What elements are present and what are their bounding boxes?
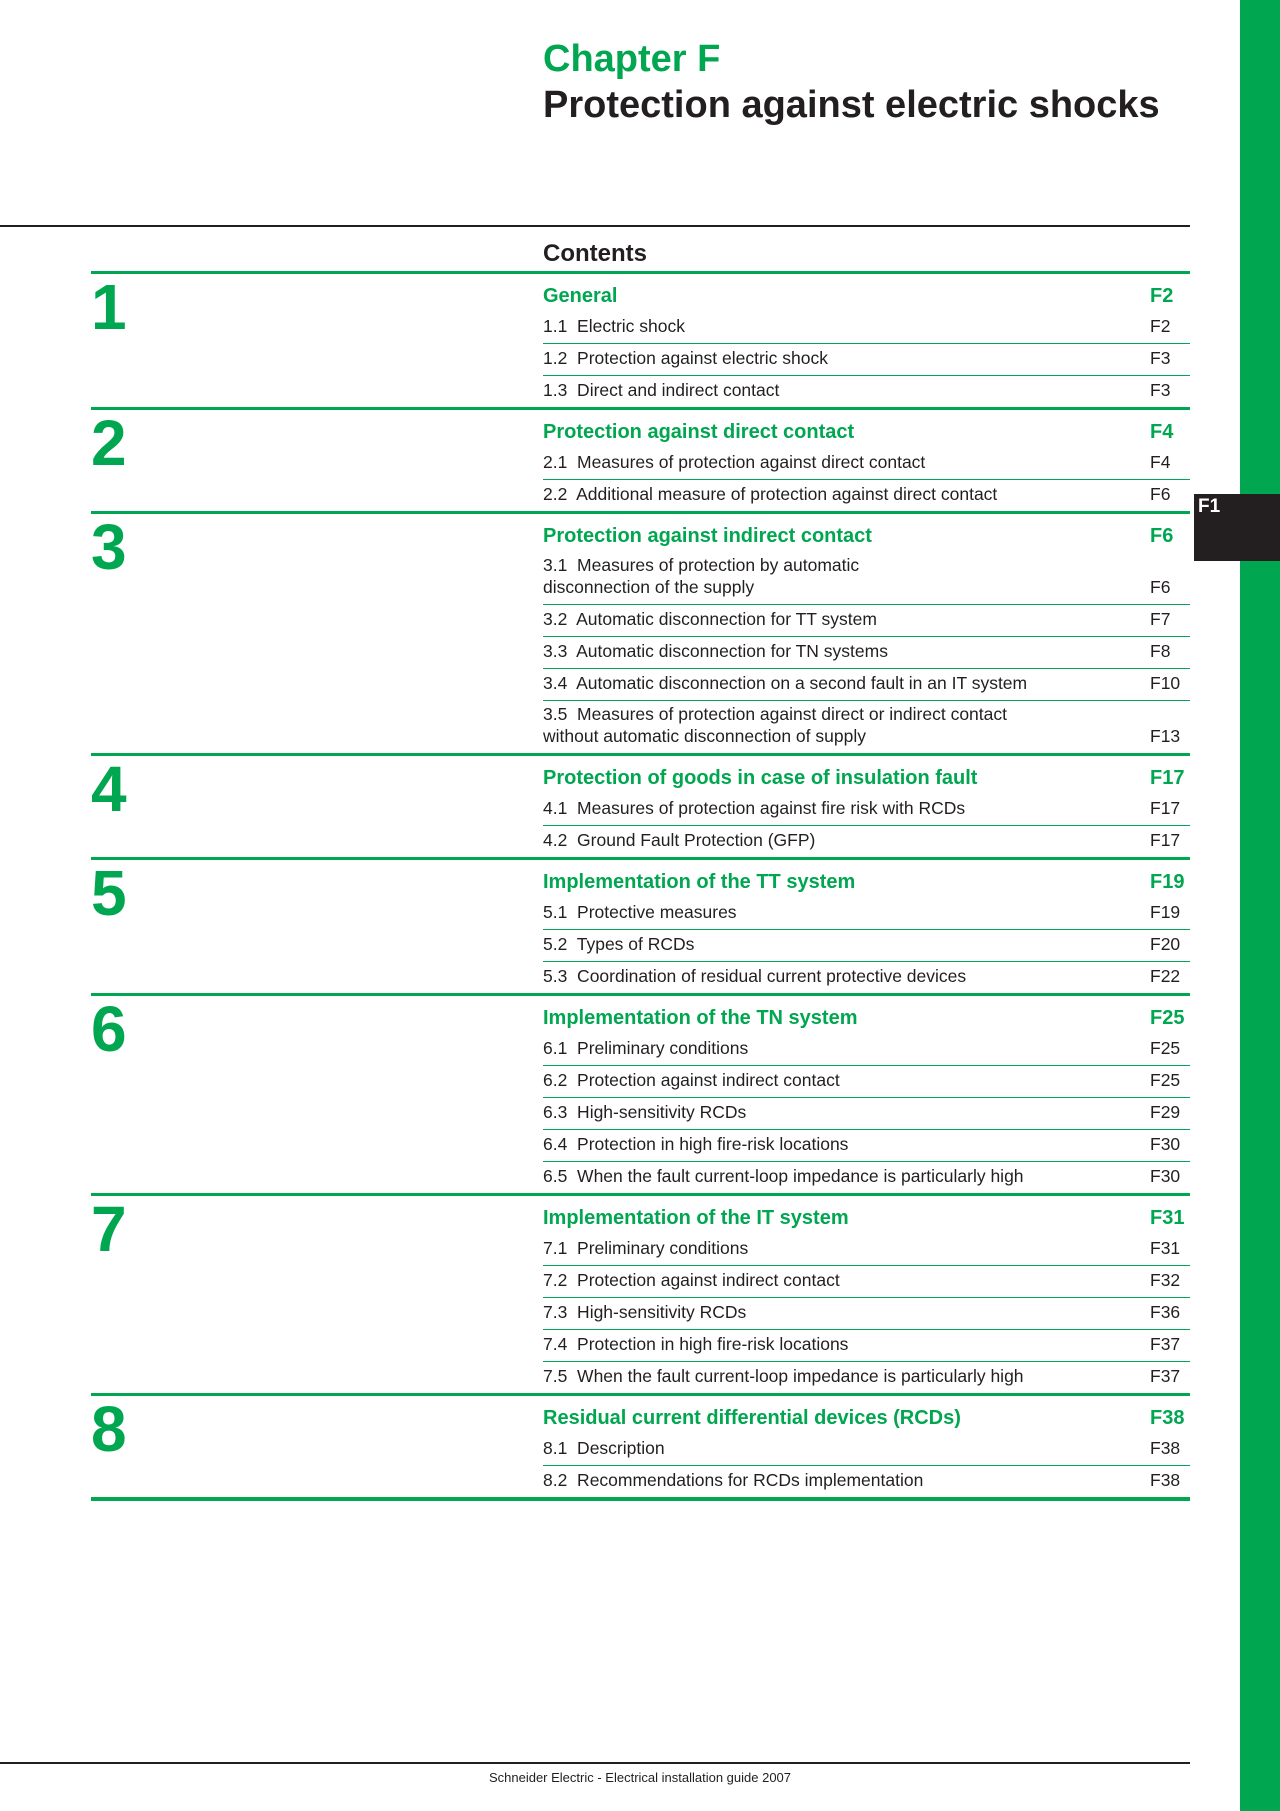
entry-page-ref: F38 bbox=[1150, 1438, 1181, 1459]
entry-page-ref: F29 bbox=[1150, 1102, 1181, 1123]
section-title: Implementation of the TT system bbox=[543, 871, 856, 893]
toc-entry-link[interactable] bbox=[543, 1233, 1190, 1265]
toc-section bbox=[91, 271, 1190, 407]
entry-title: 6.5 When the fault current-loop impedance is particularly high bbox=[543, 1166, 1024, 1187]
toc-entry-link[interactable] bbox=[543, 793, 1190, 825]
section-number: 1 bbox=[91, 271, 127, 343]
entry-title: 2.1 Measures of protection against direct contact bbox=[543, 452, 926, 473]
toc-entry-link[interactable] bbox=[543, 961, 1190, 993]
entry-title: 3.5 Measures of protection against direct or indirect contact without automatic disconnection of supply bbox=[543, 703, 1007, 747]
contents-end-divider bbox=[91, 1497, 1190, 1501]
section-number: 8 bbox=[91, 1393, 127, 1465]
toc-entry-link[interactable] bbox=[543, 700, 1190, 753]
entry-page-ref: F3 bbox=[1150, 348, 1171, 369]
toc-entry-link[interactable] bbox=[543, 1265, 1190, 1297]
entry-page-ref: F19 bbox=[1150, 902, 1181, 923]
entry-page-ref: F37 bbox=[1150, 1366, 1181, 1387]
entry-page-ref: F22 bbox=[1150, 966, 1181, 987]
toc-entry-link[interactable] bbox=[543, 1297, 1190, 1329]
toc-section bbox=[91, 1193, 1190, 1393]
section-number: 4 bbox=[91, 753, 127, 825]
toc-entry-link[interactable] bbox=[543, 929, 1190, 961]
entry-title: 8.1 Description bbox=[543, 1438, 665, 1459]
toc-entry-link[interactable] bbox=[543, 668, 1190, 700]
section-heading-link[interactable] bbox=[543, 1196, 1190, 1233]
entry-title: 2.2 Additional measure of protection against direct contact bbox=[543, 484, 998, 505]
toc-entry-link[interactable] bbox=[543, 447, 1190, 479]
section-page-ref: F4 bbox=[1150, 421, 1174, 443]
toc-section bbox=[91, 1393, 1190, 1497]
side-color-bar bbox=[1240, 0, 1280, 1811]
toc-entry-link[interactable] bbox=[543, 375, 1190, 407]
entry-title: 3.3 Automatic disconnection for TN systems bbox=[543, 641, 888, 662]
section-page-ref: F25 bbox=[1150, 1007, 1185, 1029]
entry-page-ref: F17 bbox=[1150, 830, 1181, 851]
entry-title: 4.2 Ground Fault Protection (GFP) bbox=[543, 830, 816, 851]
entry-title: 7.3 High-sensitivity RCDs bbox=[543, 1302, 747, 1323]
toc-section bbox=[91, 857, 1190, 993]
section-heading-link[interactable] bbox=[543, 996, 1190, 1033]
entry-page-ref: F6 bbox=[1150, 484, 1171, 505]
toc-entry-link[interactable] bbox=[543, 604, 1190, 636]
section-heading-link[interactable] bbox=[543, 756, 1190, 793]
entry-title: 5.3 Coordination of residual current protective devices bbox=[543, 966, 967, 987]
entry-title: 7.2 Protection against indirect contact bbox=[543, 1270, 840, 1291]
section-heading-link[interactable] bbox=[543, 410, 1190, 447]
entry-title: 1.2 Protection against electric shock bbox=[543, 348, 829, 369]
entry-page-ref: F13 bbox=[1150, 726, 1181, 747]
entry-title: 6.3 High-sensitivity RCDs bbox=[543, 1102, 747, 1123]
section-title: Protection against indirect contact bbox=[543, 525, 872, 547]
section-page-ref: F17 bbox=[1150, 767, 1185, 789]
entry-title: 5.1 Protective measures bbox=[543, 902, 737, 923]
entry-page-ref: F38 bbox=[1150, 1470, 1181, 1491]
toc-entry-link[interactable] bbox=[543, 1161, 1190, 1193]
toc-entry-link[interactable] bbox=[543, 343, 1190, 375]
toc-section bbox=[91, 407, 1190, 511]
entry-title: 1.1 Electric shock bbox=[543, 316, 685, 337]
section-heading-link[interactable] bbox=[543, 860, 1190, 897]
toc-entry-link[interactable] bbox=[543, 636, 1190, 668]
bottom-divider bbox=[0, 1762, 1190, 1764]
toc-entry-link[interactable] bbox=[543, 1097, 1190, 1129]
entry-title: 4.1 Measures of protection against fire risk with RCDs bbox=[543, 798, 966, 819]
entry-page-ref: F3 bbox=[1150, 380, 1171, 401]
section-page-ref: F6 bbox=[1150, 525, 1174, 547]
table-of-contents bbox=[91, 271, 1190, 1501]
entry-page-ref: F30 bbox=[1150, 1134, 1181, 1155]
section-page-ref: F31 bbox=[1150, 1207, 1185, 1229]
toc-entry-link[interactable] bbox=[543, 1065, 1190, 1097]
section-page-ref: F2 bbox=[1150, 285, 1174, 307]
chapter-label: Chapter F bbox=[543, 38, 721, 80]
toc-entry-link[interactable] bbox=[543, 1129, 1190, 1161]
section-heading-link[interactable] bbox=[543, 1396, 1190, 1433]
section-page-ref: F38 bbox=[1150, 1407, 1185, 1429]
section-page-ref: F19 bbox=[1150, 871, 1185, 893]
entry-page-ref: F6 bbox=[1150, 577, 1171, 598]
section-title: Protection against direct contact bbox=[543, 421, 855, 443]
section-title: Implementation of the TN system bbox=[543, 1007, 858, 1029]
entry-page-ref: F30 bbox=[1150, 1166, 1181, 1187]
entry-title: 8.2 Recommendations for RCDs implementation bbox=[543, 1470, 924, 1491]
entry-page-ref: F20 bbox=[1150, 934, 1181, 955]
section-number: 6 bbox=[91, 993, 127, 1065]
page-number-tab: F1 bbox=[1194, 494, 1280, 561]
entry-page-ref: F25 bbox=[1150, 1070, 1181, 1091]
entry-title: 6.1 Preliminary conditions bbox=[543, 1038, 749, 1059]
entry-title: 5.2 Types of RCDs bbox=[543, 934, 695, 955]
toc-entry-link[interactable] bbox=[543, 551, 1190, 604]
entry-title: 3.1 Measures of protection by automatic disconnection of the supply bbox=[543, 554, 860, 598]
toc-entry-link[interactable] bbox=[543, 479, 1190, 511]
entry-page-ref: F10 bbox=[1150, 673, 1181, 694]
entry-title: 6.2 Protection against indirect contact bbox=[543, 1070, 840, 1091]
entry-page-ref: F32 bbox=[1150, 1270, 1181, 1291]
section-title: General bbox=[543, 285, 618, 307]
entry-page-ref: F25 bbox=[1150, 1038, 1181, 1059]
entry-page-ref: F36 bbox=[1150, 1302, 1181, 1323]
entry-page-ref: F17 bbox=[1150, 798, 1181, 819]
section-number: 3 bbox=[91, 511, 127, 583]
section-number: 7 bbox=[91, 1193, 127, 1265]
toc-section bbox=[91, 993, 1190, 1193]
section-number: 5 bbox=[91, 857, 127, 929]
page-footer: Schneider Electric - Electrical installation guide 2007 bbox=[488, 1770, 792, 1785]
entry-title: 3.2 Automatic disconnection for TT system bbox=[543, 609, 877, 630]
chapter-title: Protection against electric shocks bbox=[543, 84, 1160, 126]
toc-section bbox=[91, 511, 1190, 753]
toc-entry-link[interactable] bbox=[543, 311, 1190, 343]
toc-entry-link[interactable] bbox=[543, 1433, 1190, 1465]
entry-page-ref: F7 bbox=[1150, 609, 1171, 630]
toc-entry-link[interactable] bbox=[543, 1465, 1190, 1497]
section-title: Protection of goods in case of insulation fault bbox=[543, 767, 978, 789]
entry-page-ref: F2 bbox=[1150, 316, 1171, 337]
entry-page-ref: F4 bbox=[1150, 452, 1171, 473]
section-number: 2 bbox=[91, 407, 127, 479]
section-heading-link[interactable] bbox=[543, 274, 1190, 311]
toc-section bbox=[91, 753, 1190, 857]
entry-page-ref: F37 bbox=[1150, 1334, 1181, 1355]
entry-title: 7.5 When the fault current-loop impedance is particularly high bbox=[543, 1366, 1024, 1387]
toc-entry-link[interactable] bbox=[543, 1329, 1190, 1361]
entry-page-ref: F31 bbox=[1150, 1238, 1181, 1259]
section-heading-link[interactable] bbox=[543, 514, 1190, 551]
entry-page-ref: F8 bbox=[1150, 641, 1171, 662]
toc-entry-link[interactable] bbox=[543, 897, 1190, 929]
entry-title: 3.4 Automatic disconnection on a second fault in an IT system bbox=[543, 673, 1028, 694]
entry-title: 6.4 Protection in high fire-risk locations bbox=[543, 1134, 849, 1155]
top-divider bbox=[0, 225, 1190, 227]
entry-title: 1.3 Direct and indirect contact bbox=[543, 380, 780, 401]
entry-title: 7.1 Preliminary conditions bbox=[543, 1238, 749, 1259]
toc-entry-link[interactable] bbox=[543, 1033, 1190, 1065]
section-title: Residual current differential devices (RCDs) bbox=[543, 1407, 961, 1429]
entry-title: 7.4 Protection in high fire-risk locations bbox=[543, 1334, 849, 1355]
toc-entry-link[interactable] bbox=[543, 825, 1190, 857]
contents-heading: Contents bbox=[543, 240, 647, 267]
toc-entry-link[interactable] bbox=[543, 1361, 1190, 1393]
section-title: Implementation of the IT system bbox=[543, 1207, 849, 1229]
